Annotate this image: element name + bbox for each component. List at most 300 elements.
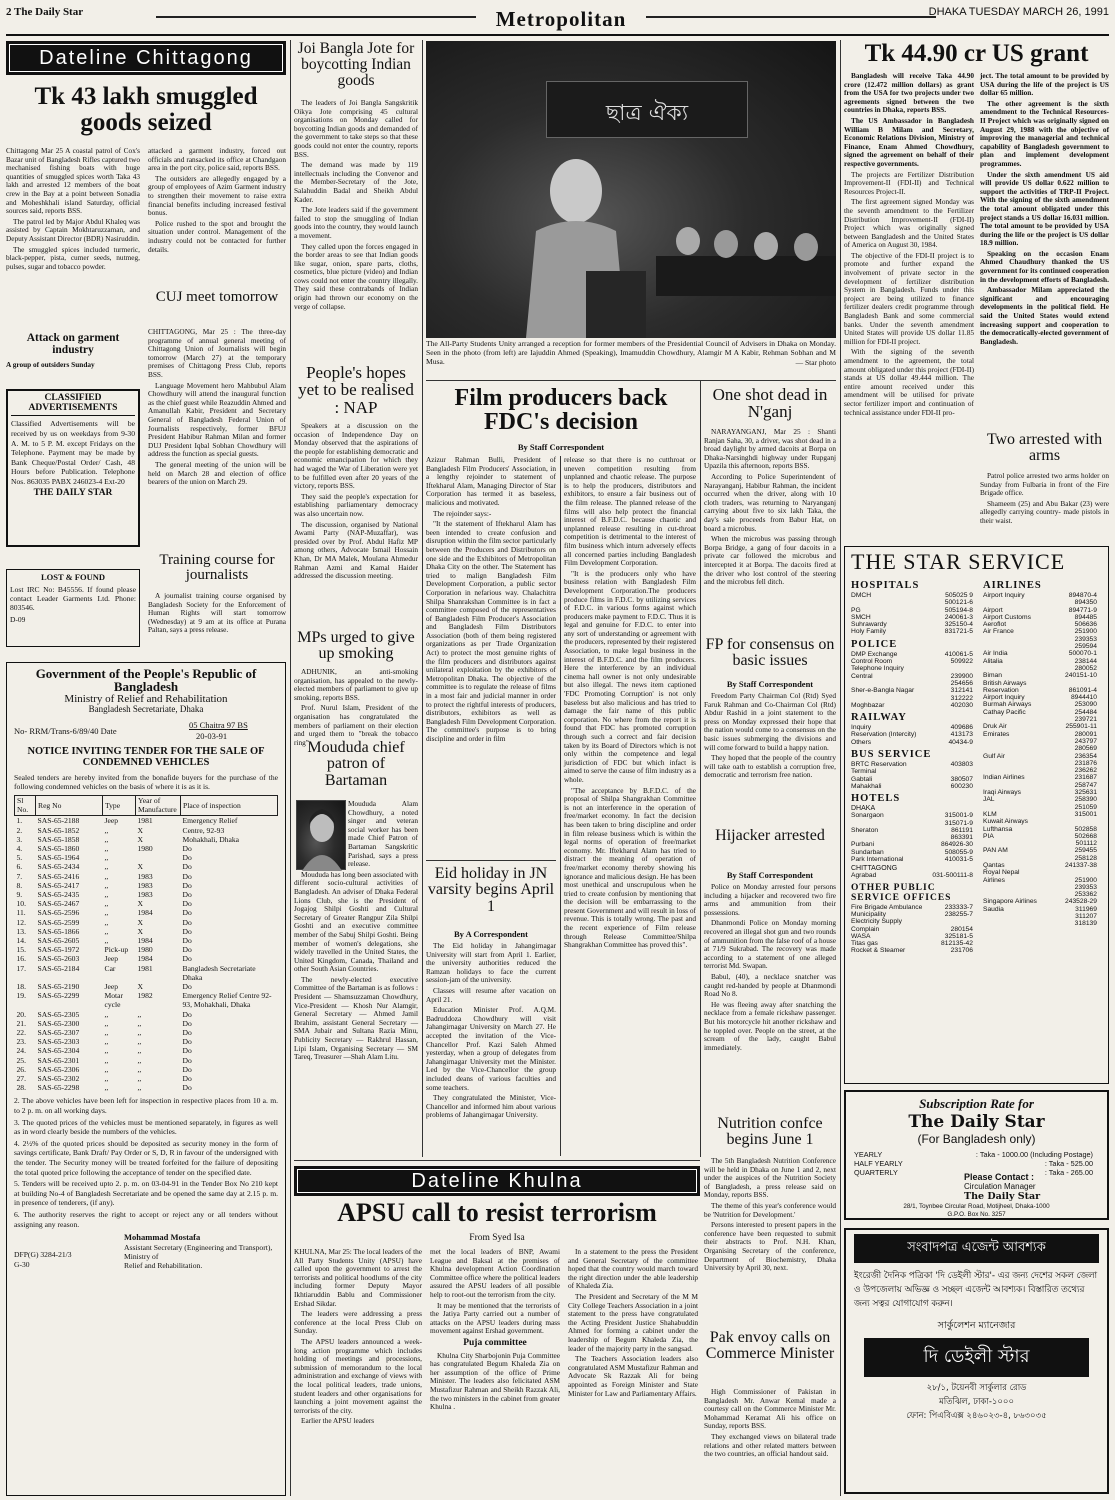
list-item	[983, 884, 1103, 891]
table-cell: 19.	[16, 991, 26, 1001]
list-item	[851, 680, 979, 687]
list-item	[983, 731, 1103, 738]
list-item-value: 410031-5	[944, 856, 973, 864]
list-item-label: Sundarban	[851, 848, 884, 856]
list-item-label	[983, 913, 1053, 920]
table-row	[15, 954, 278, 963]
table-row	[15, 1056, 278, 1065]
table-cell: 6.	[16, 862, 23, 872]
list-item-label: Reservation (Intercity)	[851, 731, 917, 739]
table-cell: 1983	[137, 880, 153, 890]
table-cell: 22.	[16, 1027, 26, 1037]
list-item-value: 231706	[950, 947, 973, 955]
list-item-value	[934, 665, 979, 672]
list-item-value: 402030	[950, 701, 973, 709]
table-cell: X	[137, 862, 143, 872]
table-cell: 1980	[137, 945, 153, 955]
table-cell: SAS-65-1852	[37, 825, 80, 835]
table-cell: 28.	[16, 1083, 26, 1093]
list-item	[851, 614, 979, 621]
table-cell: 18.	[16, 981, 26, 991]
table-cell: 1981	[137, 816, 153, 826]
list-item	[851, 724, 979, 731]
table-cell: ,,	[137, 1073, 142, 1083]
list-item-label: Complain	[851, 925, 880, 933]
table-row	[15, 1065, 278, 1074]
list-item-value: 506636	[1074, 621, 1097, 629]
list-item-value: 239353	[1074, 883, 1097, 891]
table-cell: SAS-65-2302	[37, 1073, 80, 1083]
table-cell: 1980	[137, 843, 153, 853]
list-item-value: 403803	[950, 761, 973, 769]
table-cell: Do	[182, 1037, 192, 1047]
airlines-table	[983, 592, 1103, 928]
fp-body: Freedom Party Chairman Col (Rtd) Syed Faruk Rahman and Co-Chairman Col (Rtd) Abdur Rashid in a joint statement to the press on Monday expressed their hope that the nation would come to a consensus on the basic issues submerging the divisions and will come forward to build a happy nation. They hoped that the people of the country will take oath to establish a corruption free, democratic and terrorism free nation.	[704, 691, 836, 780]
table-cell: SAS-65-2301	[37, 1055, 80, 1065]
list-item-value: 500121-6	[944, 599, 973, 607]
list-item-label	[983, 855, 1053, 862]
table-cell: ,,	[137, 1055, 142, 1065]
list-item-label	[851, 820, 925, 827]
list-item-label: Iraqi Airways	[983, 789, 1021, 797]
table-cell: SAS-65-2417	[37, 880, 80, 890]
moududa-body: Moududa Alam Chowdhury, a noted singer and veteran social worker has been made Chief Patron of Bartaman Sangskritic Parishad, says a press release. Moududa has long been associated with different socio-cultural activities of Bangladesh. An adviser of Dhaka Federal Lions Club, she is the President of Jogajog Shilpi Goshti and Cultural Secretary of Greater Rangpur Zila Shilpi Goshti and an executive committee member of the Sabuj Shilpi Goshti. Being member of women's delegations, she widely travelled in the United States, the United Kingdom, Canada, Thailand and other South Asian Countries. The newly-elected executive Committee of the Bartaman is as follows : President — Shamsuzzaman Chowdhury, Vice-President — Khosh Nur Alamgir, General Secretary — Ahmed Jamil Ibrahim, assistant General Secretary — SMA Jubair and Sultana Razia Minu, Publicity Secretary — Rakhrul Hassan, Lipi Islam, Organising Secretary — SM Tareq, Treasurer —Shah Alam Litu.	[294, 799, 418, 1062]
list-item-label	[851, 599, 916, 606]
table-cell: 8.	[16, 880, 23, 890]
table-row	[15, 1010, 278, 1019]
list-item-label	[983, 920, 1053, 927]
list-item	[851, 761, 979, 768]
police-heading: POLICE	[851, 638, 898, 650]
classified-title: CLASSIFIED ADVERTISEMENTS	[11, 394, 135, 416]
table-cell: ,,	[104, 917, 109, 927]
table-cell: X	[137, 899, 143, 909]
list-item	[851, 599, 979, 606]
list-item-value: 231687	[1074, 774, 1097, 782]
list-item	[983, 833, 1103, 840]
list-item-label: Titas gas	[851, 940, 878, 948]
list-item	[851, 872, 979, 879]
list-item	[983, 665, 1103, 672]
cuj-body: CHITTAGONG, Mar 25 : The three-day programme of annual general meeting of Chittagong Union of Journalists will begin tomorrow (March 27) at the temporary premises of Chittagong Press Club, reports BSS. Language Movement hero Mahbubul Alam Chowdhury will attend the inaugural function as the chief guest while Reazuddin Ahmed and Amanullah Kabir, President and Secretary General of Bangladesh Federal Union of Journalists respectively, former BFUJ President Habibur Rahman Milan and former DUJ President Iqbal Sobhan Chowdhury will address the function as special guests. The general meeting of the union will be held on March 28 and election of office bearers of the union on March 29.	[148, 327, 286, 487]
list-item-value: 380507	[950, 775, 973, 783]
tender-secretariat: Bangladesh Secretariate, Dhaka	[88, 703, 204, 714]
table-cell: 1984	[137, 954, 153, 964]
list-item-label: Sheraton	[851, 826, 879, 834]
list-item	[851, 628, 979, 635]
tender-date2: 20-03-91	[196, 730, 228, 741]
list-item-label: Electricity Supply	[851, 918, 902, 926]
table-row	[15, 890, 278, 899]
subscription-title: Subscription Rate for	[919, 1096, 1034, 1111]
list-item-label: Qantas	[983, 861, 1005, 869]
list-item	[851, 856, 979, 863]
dateline-khulna-banner: Dateline Khulna	[294, 1166, 700, 1196]
list-item-value: 325631	[1074, 789, 1097, 797]
table-cell: Do	[182, 1027, 192, 1037]
list-item	[851, 776, 979, 783]
list-item-label	[983, 767, 1053, 774]
table-row	[15, 853, 278, 862]
table-row	[15, 816, 278, 826]
table-cell: SAS-65-2304	[37, 1046, 80, 1056]
table-cell: 1.	[16, 816, 23, 826]
hotels-heading: HOTELS	[851, 793, 901, 805]
list-item-label: Terminal	[851, 768, 877, 776]
list-item-label: Emirates	[983, 730, 1010, 738]
nap-headline: People's hopes yet to be realised : NAP	[298, 363, 414, 417]
list-item-value: 241337-38	[1065, 861, 1097, 869]
list-item-label: YEARLY	[854, 1150, 883, 1159]
table-cell: SAS-65-2303	[37, 1037, 80, 1047]
list-item-value	[935, 918, 979, 925]
photo-caption: The All-Party Students Unity arranged a reception for former members of the Presidential Council of Advisers in Dhaka on Monday. Seen in the photo (from left) are Iajuddin Ahmed (Speaking), Imamuddin Chowdhury, Alamgir M A Kabir, Rehman Sobhan and M Musa. — Star photo	[426, 339, 836, 368]
table-cell: X	[137, 917, 143, 927]
list-item-value: 505194-8	[944, 606, 973, 614]
table-cell: Do	[182, 899, 192, 909]
table-row	[15, 899, 278, 908]
list-item-value: 894485	[1074, 613, 1097, 621]
list-item-label: JAL	[983, 796, 995, 804]
list-item	[851, 940, 979, 947]
table-cell: ,,	[104, 899, 109, 909]
list-item-label: Indian Airlines	[983, 774, 1025, 782]
subscription-manager: Circulation Manager	[964, 1182, 1036, 1191]
list-item-value: 239721	[1074, 716, 1097, 724]
list-item-label: Sher-e-Bangla Nagar	[851, 687, 915, 695]
list-item	[983, 753, 1103, 760]
page-label: 2 The Daily Star	[6, 6, 84, 18]
bengali-ad-address: ২৮/১, টয়েনবী সার্কুলার রোড	[926, 1383, 1027, 1393]
table-cell: SAS-65-2184	[37, 963, 80, 973]
list-item-label: Gulf Air	[983, 752, 1005, 760]
lost-found-body: Lost IRC No: B45556. If found please contact Leader Garments Ltd. Phone: 803546.	[10, 584, 136, 613]
table-cell: Mohakhali, Dhaka	[182, 834, 240, 844]
list-item-label: Moghbazar	[851, 701, 885, 709]
khulna-headline: APSU call to resist terrorism	[337, 1198, 657, 1227]
list-item-value: 243528-29	[1065, 898, 1097, 906]
list-item	[851, 702, 979, 709]
chittagong-headline: Tk 43 lakh smuggled goods seized	[34, 83, 258, 136]
table-cell: Do	[182, 862, 192, 872]
table-cell: Do	[182, 871, 192, 881]
table-cell: SAS-65-2435	[37, 889, 80, 899]
khulna-col1: KHULNA, Mar 25: The local leaders of the All Party Students Unity (APSU) have called upon the government to arrest the terrorists and political hoodlums of the city including former Deputy Mayor Ikhtiaruddin Bablu and Commissioner Ershad Sikdar. The leaders were addressing a press conference at the local Press Club on Sunday. The APSU leaders announced a week-long action programme which includes holding of meetings and processions, submission of memorandum to the local administration and exchange of views with the local political leaders, trade unions, student leaders and other organisations for launching a joint movement against the terrorists of the city. Earlier the APSU leaders	[294, 1247, 422, 1426]
list-item-label: Reservation	[983, 686, 1019, 694]
vehicle-rows	[15, 816, 278, 1093]
list-item-value: 239353	[1074, 635, 1097, 643]
table-cell: 10.	[16, 899, 26, 909]
joi-bangla-headline: Joi Bangla Jote for boycotting Indian goods	[297, 40, 415, 89]
table-cell: 2.	[16, 825, 23, 835]
list-item	[851, 731, 979, 738]
list-item-label: Singapore Airlines	[983, 898, 1037, 906]
table-cell: ,,	[137, 1018, 142, 1028]
list-item	[851, 621, 979, 628]
paragraph: The outsiders are allegedly engaged by a group of employees of Azim Garment industry to strengthen their movement to raise extra financial benefits including increased festival bonus.	[148, 173, 286, 218]
table-row	[15, 844, 278, 853]
list-item-value: : Taka - 525.00	[1044, 1159, 1093, 1169]
section-title: Metropolitan	[495, 7, 627, 31]
list-item	[983, 767, 1103, 774]
table-cell: Motar cycle	[104, 991, 124, 1010]
table-cell: Do	[182, 926, 192, 936]
list-item-value: 251900	[1074, 876, 1097, 884]
list-item	[983, 709, 1103, 716]
list-item-value: 259594	[1074, 643, 1097, 651]
list-item-value: 8944410	[1070, 694, 1097, 702]
col-reg: Reg No	[36, 796, 103, 816]
masthead	[6, 4, 1109, 34]
list-item	[983, 694, 1103, 701]
khulna-col3: In a statement to the press the President and General Secretary of the committee hoped that the country would march toward the right direction under the able leadership of Khaleda Zia. The President and Secretary of the M M City College Teachers Association in a joint statement to the press have congratulated the Acting President Justice Shahabuddin Ahmed for forming a cabinet under the leadership of Begum Khaleda Zia, the leader of the majority party in the sangsad. The Teachers Association leaders also congratulated ASM Mustafizur Rahman and Advocate Sk Razzak Ali for being appointed as Foreign Minister and State Minister for Law and Parliamentary Affairs.	[568, 1247, 698, 1398]
table-cell: ,,	[104, 843, 109, 853]
list-item-value: 239900	[950, 672, 973, 680]
list-item-value: 312141	[950, 687, 973, 695]
list-item-label: KLM	[983, 810, 997, 818]
list-item-value: 508055-9	[944, 848, 973, 856]
list-item-label: Fire Brigade Ambulance	[851, 903, 923, 911]
subscription-scope: (For Bangladesh only)	[917, 1132, 1036, 1146]
list-item-label: Mahakhali	[851, 782, 882, 790]
list-item-value: 238255-7	[944, 910, 973, 918]
khulna-byline: From Syed Isa	[469, 1233, 525, 1243]
list-item	[851, 827, 979, 834]
subscription-paper: The Daily Star	[908, 1112, 1045, 1132]
tender-signer: Mohammad Mostafa	[124, 1232, 201, 1243]
hospitals-heading: HOSPITALS	[851, 580, 920, 591]
list-item-value	[936, 768, 979, 775]
list-item-value: 509922	[950, 658, 973, 666]
hotels-dhaka: DHAKA	[851, 805, 876, 813]
list-item-label	[983, 636, 1053, 643]
list-item-label: Airport Inquiry	[983, 592, 1025, 599]
list-item-label: Central	[851, 672, 873, 680]
list-item	[983, 847, 1103, 854]
table-cell: ,,	[137, 1037, 142, 1047]
list-item-label: Telephone Inquiry	[851, 665, 904, 673]
table-cell: 7.	[16, 871, 23, 881]
list-item-value: : Taka - 1000.00 (Including Postage)	[975, 1150, 1093, 1159]
table-cell: 27.	[16, 1073, 26, 1083]
list-item-value: 413173	[950, 731, 973, 739]
table-cell: 15.	[16, 945, 26, 955]
smoking-headline: MPs urged to give up smoking	[297, 629, 415, 663]
table-row	[15, 835, 278, 844]
reception-photo	[426, 41, 836, 338]
list-item-label: BRTC Reservation	[851, 761, 907, 769]
table-cell: ,,	[137, 1046, 142, 1056]
list-item	[983, 672, 1103, 679]
list-item	[851, 673, 979, 680]
chittagong-col1	[6, 147, 140, 332]
table-cell: SAS-65-1964	[37, 853, 80, 863]
table-cell: Do	[182, 935, 192, 945]
list-item	[983, 716, 1103, 723]
list-item-value: 280154	[950, 925, 973, 933]
list-item-value: 863391	[950, 834, 973, 842]
nutrition-body: The 5th Bangladesh Nutrition Conference will be held in Dhaka on June 1 and 2, next under the auspices of the Nutrition Society of Bangladesh, a press release said on Monday, reports BSS. The theme of this year's conference would be 'Nutrition for Development.' Persons interested to present papers in the conference have been requested to submit their abstracts to Prof. N.H. Khan, Organising Secretary of the conference, Department of Biochemistry, Dhaka University by April 30, next.	[704, 1156, 836, 1273]
tender-ministry: Ministry of Relief and Rehabilitation	[64, 692, 228, 705]
table-row	[15, 1019, 278, 1028]
film-byline: By Staff Correspondent	[517, 442, 605, 452]
table-cell: SAS-65-2190	[37, 981, 80, 991]
table-row	[15, 1046, 278, 1055]
table-cell: SAS-65-2299	[37, 991, 80, 1001]
table-cell: ,,	[104, 853, 109, 863]
list-item-label	[983, 745, 1053, 752]
list-item-label: DMCH	[851, 592, 872, 599]
list-item-label	[983, 782, 1053, 789]
table-cell: 5.	[16, 853, 23, 863]
table-cell: Do	[182, 843, 192, 853]
list-item-label: Gabtali	[851, 775, 873, 783]
list-item	[851, 607, 979, 614]
bus-table	[851, 761, 979, 790]
table-cell: ,,	[137, 1083, 142, 1093]
table-cell: Do	[182, 917, 192, 927]
table-row	[15, 1037, 278, 1046]
list-item-label: Druk Air	[983, 723, 1007, 731]
table-cell: ,,	[104, 1009, 109, 1019]
film-col2: release so that there is no cutthroat or uneven competition resulting from unplanned and chaotic release. The purpose is to help the producers, distributors and exhibitors, to ensure a fair business out of the film release. The planned release of the films will also help protect the financial interest of B.F.D.C. because chaotic and unplanned release resulting in cut-throat competition is detrimental to the interest of film business which inturn adversely effects all concerned parties including Bangladesh Film Development Corporation. "It is the producers only who have business relation with Bangladesh Film Development Corporation.The producers produce films in F.D.C. by utilizing services of F.D.C. in various forms against which producers make payment to F.D.C. Thus it is legal and genuine for F.D.C. to enter into any sort of understanding or agreement with the producers, represented by their registered Association, to make legal business in the interest of B.F.D.C. and the film producers. Here the interference by an individual cinema hall owner is not only undesirable but also illegal. The news item captioned 'FDC Promoting Corruption' is not only baseless but also malicious and has tried to damage the fair name of this public corporation. No where from the report it is found that FDC has promoted corruption through such a correct and fair decision taken by its Board of Directors which is not only within the competence and legal jurisdiction of FDC but which infact is aimed to serve the cause of film industry as a whole. "The acceptance by B.F.D.C. of the proposal of Shilpa Shangrakhan Committee is not an interference in the operation of free/market economy. In fact the decision has been taken to bring discipline and order in film release business which is within the legal norms of operation of free/market economy. Mr. Iftekharul Alam has tried to distract the meaning of operation of free/market economy thereby showing his ignorance and malicious design. He has been most unethical and unscrupulous when he tried to create confusion by mentioning that the decision will be embarrassing to the present Government and will result in loss of revenue. This is totally wrong. The past and the recent experience of Film release through Release Committee/Shilpa Shangrakhan Committee has proved this".	[564, 455, 696, 950]
table-cell: X	[137, 926, 143, 936]
lost-found-box	[6, 569, 140, 647]
table-row	[15, 918, 278, 927]
table-cell: SAS-65-2605	[37, 935, 80, 945]
training-headline: Training course for journalists	[159, 552, 275, 584]
table-cell: ,,	[104, 926, 109, 936]
tender-code1: DFP(G) 3284-21/3	[14, 1250, 72, 1260]
list-item-value: 861191	[951, 826, 973, 834]
list-item-label: Alitalia	[983, 657, 1003, 665]
railway-table	[851, 724, 979, 746]
list-item	[983, 614, 1103, 621]
list-item	[983, 738, 1103, 745]
paragraph: attacked a garment industry, forced out officials and ransacked its office at Chandgaon area in the port city, police said, reports BSS.	[148, 146, 286, 173]
list-item-value: 600230	[950, 782, 973, 790]
list-item-value: 311969	[1075, 905, 1097, 913]
list-item-label: British Airways	[983, 679, 1027, 687]
table-cell: ,,	[137, 1009, 142, 1019]
table-cell: SAS-65-2467	[37, 899, 80, 909]
list-item	[854, 1159, 1099, 1168]
list-item-value: 410061-5	[944, 650, 973, 658]
table-cell: Jeep	[104, 816, 118, 826]
star-service-box	[844, 546, 1109, 1084]
table-row	[15, 1074, 278, 1083]
list-item-value: 864926-30	[941, 841, 973, 849]
list-item	[983, 804, 1103, 811]
table-cell: 1984	[137, 908, 153, 918]
tender-notice	[6, 662, 286, 1496]
list-item-value: 236262	[1074, 767, 1097, 775]
list-item-value: 409686	[950, 724, 973, 732]
list-item-label: PIA	[983, 832, 994, 840]
list-item-label	[983, 840, 1053, 847]
table-cell: Do	[182, 945, 192, 955]
list-item	[983, 599, 1103, 606]
list-item-label: Lufthansa	[983, 825, 1013, 833]
list-item-value: 240061-3	[944, 613, 973, 621]
paragraph: Police rushed to the spot and brought the situation under control. Management of the industry could not be contacted for further details.	[148, 218, 286, 254]
list-item-label: Air India	[983, 650, 1008, 658]
airlines-heading: AIRLINES	[983, 580, 1042, 591]
list-item-label	[983, 804, 1053, 811]
table-row	[15, 862, 278, 871]
list-item-label: Airport Customs	[983, 613, 1031, 621]
table-cell: Do	[182, 1009, 192, 1019]
list-item-value: 280052	[1074, 664, 1097, 672]
table-row	[15, 991, 278, 1009]
list-item-label	[983, 599, 1053, 606]
table-cell: SAS-65-2305	[37, 1009, 80, 1019]
subscription-paper2: The Daily Star	[964, 1191, 1041, 1202]
table-cell: 12.	[16, 917, 26, 927]
list-item-value: 259455	[1074, 847, 1097, 855]
table-cell: X	[137, 825, 143, 835]
list-item-value: 251900	[1074, 628, 1097, 636]
list-item-value: 505025 9	[945, 592, 973, 599]
table-row	[15, 908, 278, 917]
joi-bangla-body: The leaders of Joi Bangla Sangskritik Oikya Jote comprising 45 cultural organisations on Monday called for boycotting Indian goods and demanded of the government to take steps so that these goods could not enter the country, reports BSS. The demand was made by 119 intellectuals including the Convenor and the Member-Secretary of the Jote, Salahuddin Badal and Sheikh Abdul Kader. The Jote leaders said if the government failed to stop the smuggling of Indian goods into the country, they would launch a movement. They called upon the forces engaged in the border areas to see that Indian goods like sugar, onion, spare parts, cloths, cosmetics, blue picture (video) and Indian cows could not enter the country illegally. They said these contrabands of Indian origin had thrown our economy on the verge of collapse.	[294, 98, 418, 311]
list-item-label: Saudia	[983, 905, 1004, 913]
usgrant-col2: ject. The total amount to be provided by USA during the life of the project is US dollar 65 million. The other agreement is the sixth amendment to the Technical Resources-II Project which was originally signed on August 29, 1988 with the objective of improving the managerial and technical capability of Bangladesh government to plan and implement development programmes. Under the sixth amendment US aid will provide US dollar 0.622 million to support the activities of TRP-II Project. With the signing of the sixth amendment the total amount obligated under this project stands a US dollar 16.031 million. The total amount to be provided by USA during the life or the project is US dollar 18.9 million. Speaking on the occasion Enam Ahmed Chaudhury thanked the US government for its continued cooperation in the development efforts of Bangladesh. Ambassador Milam appreciated the significant and encouraging developments in the political field. He said the United States would extend increasing support and cooperation to the democratically-elected government of Bangladesh.	[980, 71, 1109, 346]
subscription-pobox: G.P.O. Box No. 3257	[947, 1211, 1006, 1218]
arrested-body: Patrol police arrested two arms holder on Sunday from Fulbaria in front of the Fire Brigade office. Shameem (25) and Abu Bakar (23) were allegedly carrying country- made pistols in their waist.	[980, 471, 1109, 525]
table-cell: Centre, 92-93	[182, 825, 225, 835]
table-cell: 3.	[16, 834, 23, 844]
classified-footer: THE DAILY STAR	[33, 487, 113, 498]
list-item	[983, 636, 1103, 643]
list-item-label: Sonargaon	[851, 812, 884, 820]
list-item-label: Others	[851, 738, 872, 746]
table-cell: ,,	[104, 1046, 109, 1056]
dateline-chittagong-banner: Dateline Chittagong	[6, 41, 286, 75]
list-item	[851, 658, 979, 665]
list-item	[983, 658, 1103, 665]
attack-headline: Attack on garment industry	[26, 332, 120, 356]
list-item-label: Rocket & Steamer	[851, 947, 906, 955]
col-sl: Sl No.	[15, 796, 36, 816]
list-item-value: 258128	[1074, 854, 1097, 862]
list-item-value: 894771-9	[1068, 606, 1097, 614]
bengali-ad-body: ইংরেজী দৈনিক পত্রিকা 'দি ডেইলী স্টার'- এর জন্য দেশের সকল জেলা ও উপজেলায় অভিজ্ঞ ও সচ্ছল এজেন্ট আবশ্যক। বিস্তারিত তথ্যের জন্য সত্বর যোগাযোগ করুন।	[854, 1271, 1098, 1309]
list-item	[983, 745, 1103, 752]
list-item	[851, 592, 979, 599]
table-cell: Do	[182, 908, 192, 918]
table-cell: ,,	[104, 1027, 109, 1037]
puja-headline: Puja committee	[463, 1337, 527, 1348]
list-item	[983, 869, 1103, 876]
photo-banner-text: ছাত্র ঐক্য	[605, 101, 689, 126]
table-cell: 1981	[137, 963, 153, 973]
list-item-value: 238144	[1074, 657, 1097, 665]
list-item	[983, 607, 1103, 614]
list-item-label: Kuwait Airways	[983, 818, 1028, 826]
list-item-label: Agrabad	[851, 872, 877, 880]
list-item	[983, 920, 1103, 927]
subscription-contact: Please Contact :	[964, 1172, 1035, 1182]
table-cell: X	[137, 981, 143, 991]
table-cell: SAS-65-1858	[37, 834, 80, 844]
table-cell: Do	[182, 981, 192, 991]
list-item-value: 500070-1	[1068, 650, 1097, 658]
nutrition-headline: Nutrition confce begins June 1	[717, 1115, 823, 1149]
list-item-label	[851, 695, 934, 702]
list-item	[983, 592, 1103, 599]
table-cell: Emergency Relief Centre 92-93, Mohakhali, Dhaka	[182, 991, 272, 1010]
